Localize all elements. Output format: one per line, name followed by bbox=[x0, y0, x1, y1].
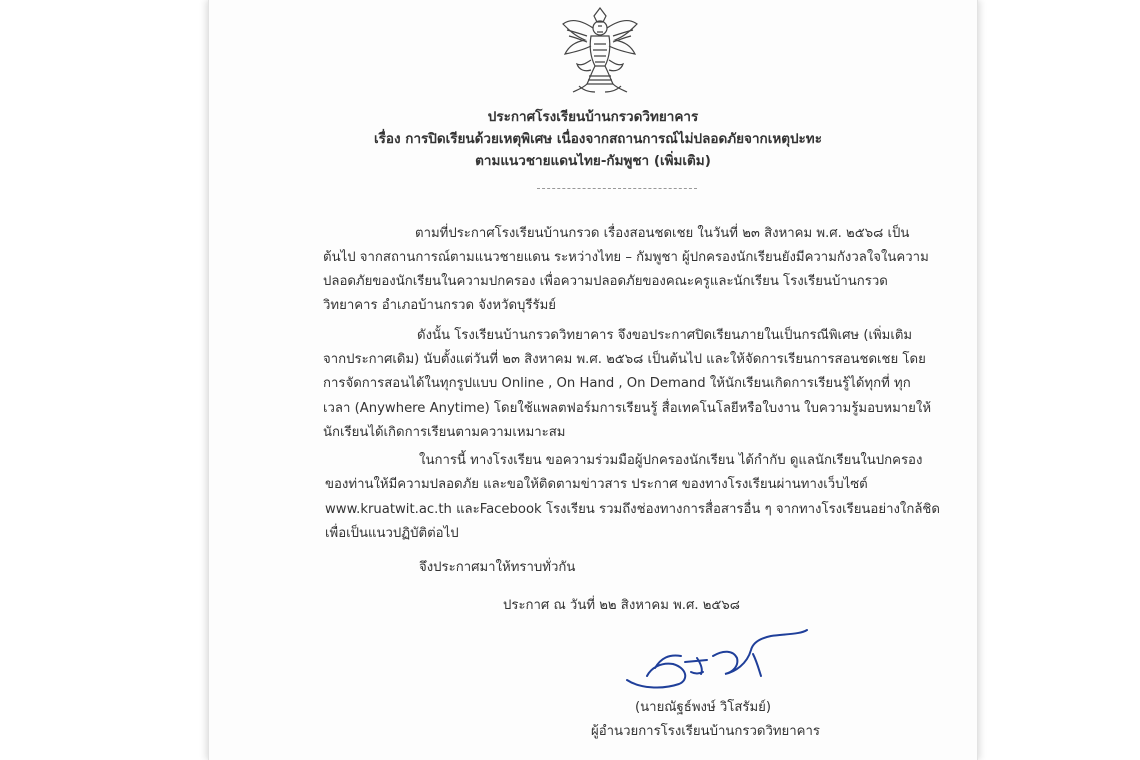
paragraph-2-line-3: การจัดการสอนได้ในทุกรูปแบบ Online , On Hand , On Demand ให้นักเรียนเกิดการเรียนรู้ได้ทุกที่ ทุก bbox=[323, 376, 911, 391]
paragraph-2-line-4: เวลา (Anywhere Anytime) โดยใช้แพลตฟอร์มการเรียนรู้ สื่อเทคโนโลยีหรือใบงาน ใบความรู้มอบหมายให้ bbox=[323, 401, 932, 416]
paragraph-3-line-2: ของท่านให้มีความปลอดภัย และขอให้ติดตามข่าวสาร ประกาศ ของทางโรงเรียนผ่านทางเว็บไซต์ bbox=[325, 477, 868, 492]
paragraph-1-line-1: ตามที่ประกาศโรงเรียนบ้านกรวด เรื่องสอนชดเชย ในวันที่ ๒๓ สิงหาคม พ.ศ. ๒๕๖๘ เป็น bbox=[415, 226, 910, 241]
paragraph-3-line-3: www.kruatwit.ac.th และFacebook โรงเรียน รวมถึงช่องทางการสื่อสารอื่น ๆ จากทางโรงเรียนอย่างใกล้ชิด bbox=[325, 502, 940, 517]
closing-statement: จึงประกาศมาให้ทราบทั่วกัน bbox=[419, 560, 576, 575]
paragraph-3-line-1: ในการนี้ ทางโรงเรียน ขอความร่วมมือผู้ปกครองนักเรียน ได้กำกับ ดูแลนักเรียนในปกครอง bbox=[419, 453, 923, 468]
title-line-2: เรื่อง การปิดเรียนด้วยเหตุพิเศษ เนื่องจากสถานการณ์ไม่ปลอดภัยจากเหตุปะทะ bbox=[374, 131, 822, 147]
title-line-1: ประกาศโรงเรียนบ้านกรวดวิทยาคาร bbox=[487, 109, 699, 125]
announcement-date: ประกาศ ณ วันที่ ๒๒ สิงหาคม พ.ศ. ๒๕๖๘ bbox=[503, 598, 740, 613]
document-page bbox=[208, 0, 978, 760]
signer-name: (นายณัฐธ์พงษ์ วิโสรัมย์) bbox=[635, 700, 772, 715]
title-line-3: ตามแนวชายแดนไทย-กัมพูชา (เพิ่มเติม) bbox=[475, 153, 711, 169]
paragraph-2-line-5: นักเรียนได้เกิดการเรียนตามความเหมาะสม bbox=[323, 425, 566, 440]
title-divider bbox=[537, 188, 697, 189]
paragraph-3-line-4: เพื่อเป็นแนวปฏิบัติต่อไป bbox=[325, 526, 459, 541]
paragraph-1-line-3: ปลอดภัยของนักเรียนในความปกครอง เพื่อความปลอดภัยของคณะครูและนักเรียน โรงเรียนบ้านกรวด bbox=[323, 274, 888, 289]
paragraph-2-line-1: ดังนั้น โรงเรียนบ้านกรวดวิทยาคาร จึงขอประกาศปิดเรียนภายในเป็นกรณีพิเศษ (เพิ่มเติม bbox=[417, 328, 913, 343]
signature-icon bbox=[621, 628, 811, 696]
signer-position: ผู้อำนวยการโรงเรียนบ้านกรวดวิทยาคาร bbox=[591, 724, 820, 739]
announcement-title bbox=[209, 106, 977, 172]
paragraph-2-line-2: จากประกาศเดิม) นับตั้งแต่วันที่ ๒๓ สิงหาคม พ.ศ. ๒๕๖๘ เป็นต้นไป และให้จัดการเรียนการสอนชดเชย โดย bbox=[323, 352, 926, 367]
garuda-emblem-icon bbox=[561, 0, 639, 96]
paragraph-1-line-4: วิทยาคาร อำเภอบ้านกรวด จังหวัดบุรีรัมย์ bbox=[323, 298, 556, 313]
paragraph-1-line-2: ต้นไป จากสถานการณ์ตามแนวชายแดน ระหว่างไทย – กัมพูชา ผู้ปกครองนักเรียนยังมีความกังวลใจในความ bbox=[323, 250, 929, 265]
